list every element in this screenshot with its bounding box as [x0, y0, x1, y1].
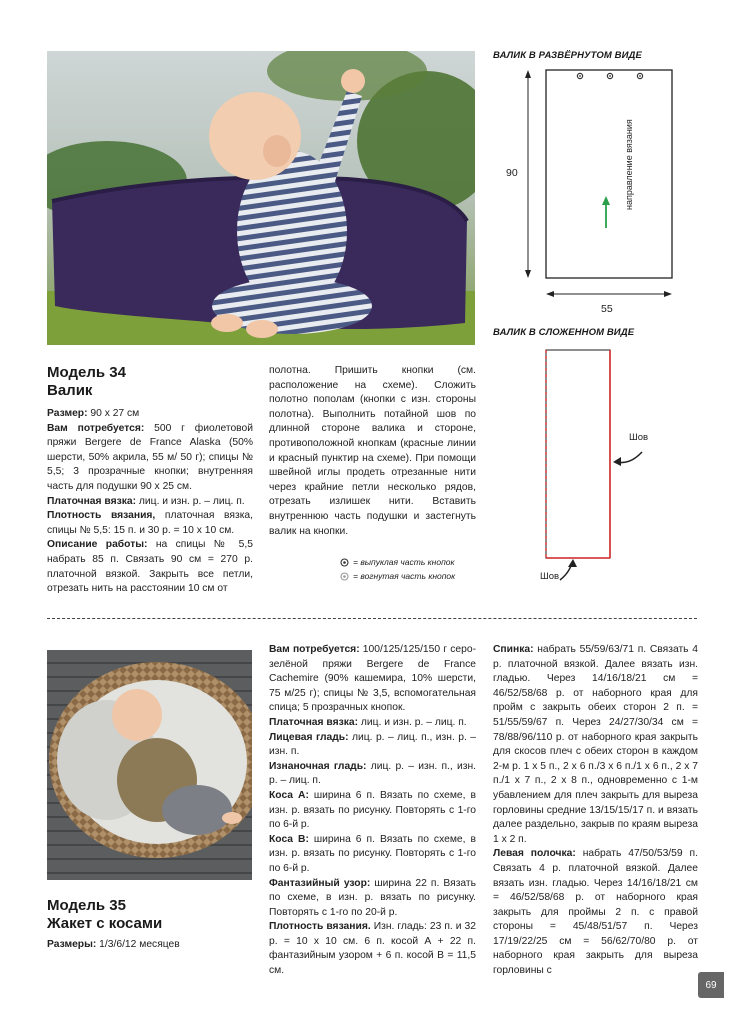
m35-cableA-value: ширина 6 п. Вязать по схеме, в изн. р. вязать по рисунку. Повторять с 1-го по 6-й р.	[269, 789, 476, 831]
model34-heading	[47, 364, 126, 400]
gauge-label: Плотность вязания,	[47, 510, 156, 522]
m35-front-label: Левая полочка:	[493, 848, 576, 860]
photo-baby-basket	[47, 650, 252, 880]
folded-diagram	[520, 340, 650, 590]
gauge-value: платочная вязка, спицы № 5,5: 15 п. и 30 р. = 10 х 10 см.	[47, 510, 254, 536]
model35-col3	[493, 643, 698, 979]
desc-label: Описание работы:	[47, 539, 148, 551]
model34-col1	[47, 407, 253, 597]
seam-label-right: Шов	[629, 432, 649, 443]
legend-convex-text: = выпуклая часть кнопок	[353, 557, 455, 567]
height-dimension-label: 90	[506, 167, 518, 179]
model35-subtitle: Жакет с косами	[47, 915, 163, 932]
sizes-label: Размеры:	[47, 939, 97, 950]
model35-title: Модель 35	[47, 897, 126, 914]
m35-needs-label: Вам потребуется:	[269, 644, 360, 655]
legend-concave	[340, 571, 455, 581]
legend-convex	[340, 557, 455, 567]
folded-diagram-title: ВАЛИК В СЛОЖЕННОМ ВИДЕ	[493, 327, 635, 338]
m35-fancy-label: Фантазийный узор:	[269, 877, 371, 889]
garter-value: лиц. и изн. р. – лиц. п.	[136, 495, 245, 507]
m35-rev-label: Изнаночная гладь:	[269, 760, 367, 772]
model35-sizes	[47, 938, 253, 953]
concave-button-icon	[340, 572, 349, 581]
model35-heading	[47, 897, 162, 933]
m35-back-value: набрать 55/59/63/71 п. Связать 4 р. платочной вязкой. Далее вязать изн. гладью. Через 14/16/18/21 см = 46/52/58/68 р. от наборного края для пройм с закрыть обеих сторон 2 п. = 51/55/59/67 п. Через 24/27/30/34 см = 78/88/96/110 р. от наборного края закрыть для скосов плеч с обеих сторон в каждом 2-м р. 1 х 5 п., 2 х 6 п./3 х 6 п./1 х 6 п., 2 х 7 п./1 х 7 п., 2 х 8 п., одновременно с 1-м убавлением для плеч закрыть для выреза горловины средние 13/15/15/17 п. и вязать далее раздельно, закрыв по краям выреза 1 х 2 п.	[493, 644, 698, 845]
section-divider	[47, 618, 697, 619]
convex-button-icon	[340, 558, 349, 567]
size-value: 90 х 27 см	[87, 408, 140, 419]
knitting-direction-label: направление вязания	[624, 119, 634, 210]
unfolded-diagram-title: ВАЛИК В РАЗВЁРНУТОМ ВИДЕ	[493, 50, 642, 61]
model34-title: Модель 34	[47, 364, 126, 381]
model35-col2	[269, 643, 476, 979]
needs-value: 500 г фиолетовой пряжи Bergere de France Alaska (50% шерсти, 50% акрила, 55 м/ 50 г); спицы № 5,5; 3 прозрачные кнопки; внутренняя часть для подушки 90 х 25 см.	[47, 422, 254, 492]
photo-baby-pillow	[47, 51, 475, 345]
m35-gauge-label: Плотность вязания.	[269, 921, 371, 933]
m35-cableB-value: ширина 6 п. Вязать по схеме, в изн. р. вязать по рисунку. Повторять с 1-го по 6-й р.	[269, 833, 476, 874]
seam-label-bottom: Шов	[540, 571, 560, 582]
m35-needs-value: 100/125/125/150 г серо-зелёной пряжи Bergere de France Cachemire (90% кашемира, 10% шерсти, 75 м/25 г); спицы № 3,5, вспомогательная спица; 5 прозрачных кнопок.	[269, 644, 476, 714]
m35-fancy-value: ширина 22 п. Вязать по схеме, в изн. р. вязать по рисунку. Повторять с 1-го по 20-й р.	[269, 877, 477, 918]
legend-concave-text: = вогнутая часть кнопок	[353, 571, 456, 581]
m35-garter-value: лиц. и изн. р. – лиц. п.	[358, 716, 467, 728]
m35-back-label: Спинка:	[493, 644, 534, 655]
m35-gauge-value: Изн. гладь: 23 п. и 32 р. = 10 х 10 см. 6 п. косой А + 22 п. фантазийным узором + 6 п. косой В = 11,5 см.	[269, 921, 477, 977]
model34-col2	[269, 364, 476, 539]
garter-label: Платочная вязка:	[47, 495, 137, 507]
m35-cableB-label: Коса В:	[269, 833, 309, 845]
page-number: 69	[698, 972, 724, 998]
m35-garter-label: Платочная вязка:	[269, 716, 359, 728]
m35-stock-label: Лицевая гладь:	[269, 731, 349, 743]
model34-subtitle: Валик	[47, 382, 93, 399]
m35-cableA-label: Коса А:	[269, 789, 309, 801]
m35-rev-value: лиц. р. – изн. п., изн. р. – лиц. п.	[269, 760, 477, 787]
needs-label: Вам потребуется:	[47, 422, 145, 434]
model34-col2-text: полотна. Пришить кнопки (см. расположение на схеме). Сложить полотно пополам (кнопки с изн. стороны полотна). Выполнить потайной шов по длинной стороне валика и стороне, противоположной кнопкам (красные линии и красный пунктир на схеме). При помощи швейной иглы продеть отрезанные нити через крайние петли несколько рядов, отрезать излишек нити. Вставить внутреннюю часть подушки и застегнуть валик на кнопки.	[269, 365, 476, 537]
m35-front-value: набрать 47/50/53/59 п. Связать 4 р. платочной вязкой. Далее вязать изн. гладью. Через 14/16/18/21 см = 46/52/58/68 р. от наборного края закрыть для проймы 2 п. с правой стороны = 45/48/51/57 п. Через 17/19/22/25 см = 56/62/70/80 р. от наборного края закрыть для выреза горловины с	[493, 848, 698, 977]
m35-stock-value: лиц. р. – лиц. п., изн. р. – изн. п.	[269, 731, 477, 758]
unfolded-diagram	[490, 62, 720, 322]
width-dimension-label: 55	[601, 303, 613, 315]
size-label: Размер:	[47, 408, 88, 419]
sizes-value: 1/3/6/12 месяцев	[96, 939, 180, 950]
desc-value: на спицы № 5,5 набрать 85 п. Связать 90 см = 270 р. платочной вязкой. Закрыть все петли, отрезать нить на расстоянии 10 см от	[47, 539, 253, 595]
